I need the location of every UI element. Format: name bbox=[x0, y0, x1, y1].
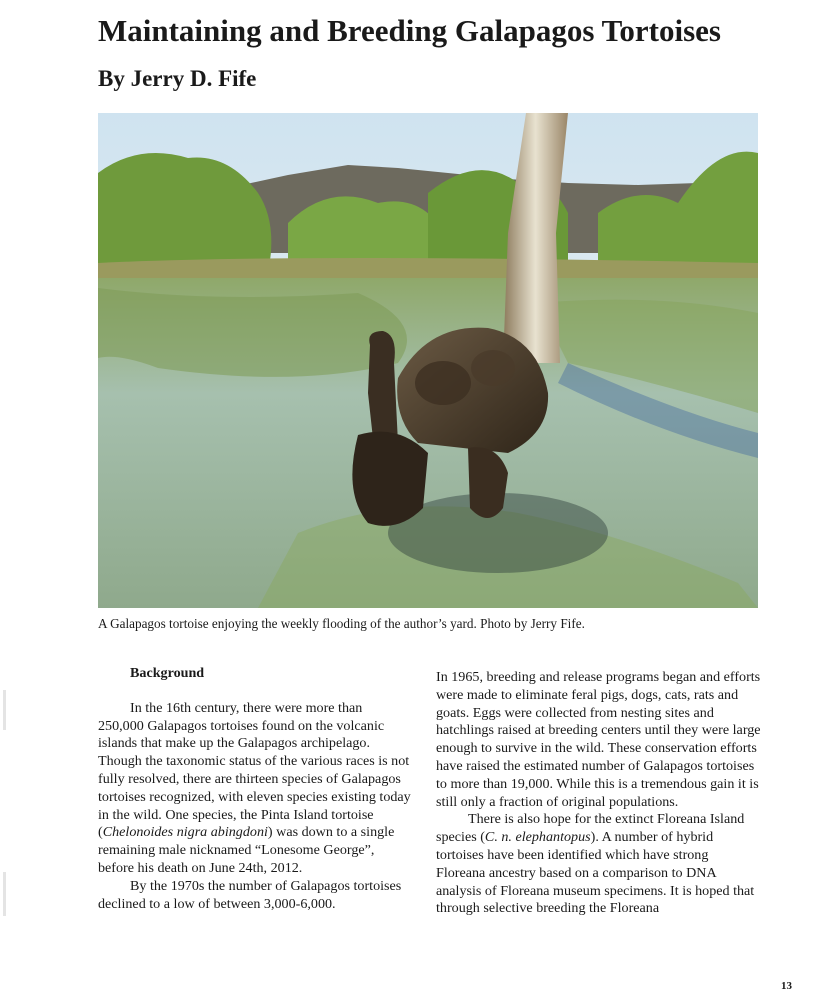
page-number: 13 bbox=[781, 980, 792, 992]
article-title: Maintaining and Breeding Galapagos Tortoises bbox=[98, 13, 721, 48]
paragraph: There is also hope for the extinct Floreana Island species (C. n. elephantopus). A number of hybrid tortoises have been identified which have strong Floreana ancestry based on a comparison to DNA analysis of Floreana museum specimens. It is hoped that through selective breeding the Floreana bbox=[436, 811, 755, 917]
right-column bbox=[436, 669, 761, 918]
paragraph: By the 1970s the number of Galapagos tortoises declined to a low of between 3,000-6,000. bbox=[98, 877, 402, 912]
article-byline: By Jerry D. Fife bbox=[98, 66, 257, 91]
paragraph: In the 16th century, there were more than 250,000 Galapagos tortoises found on the volcanic islands that make up the Galapagos archipelago. Though the taxonomic status of the various races is not fully resolved, there are thirteen species of Galapagos tortoises recognized, with eleven species existing today in the wild. One species, the Pinta Island tortoise (Chelonoides nigra abingdoni) was down to a single remaining male nicknamed “Lonesome George”, before his death on June 24th, 2012. bbox=[98, 699, 411, 876]
species-name: C. n. elephantopus bbox=[484, 829, 591, 846]
paragraph: In 1965, breeding and release programs began and efforts were made to eliminate feral pigs, dogs, cats, rats and goats. Eggs were collected from nesting sites and hatchlings raised at breeding centers until they were large enough to survive in the wild. These conservation efforts have raised the estimated number of Galapagos tortoises to more than 19,000. While this is a tremendous gain it is still only a fraction of original populations. bbox=[436, 669, 761, 810]
section-heading: Background bbox=[130, 665, 205, 681]
page-edge-mark bbox=[3, 690, 6, 730]
page-edge-mark bbox=[3, 872, 6, 916]
species-name: Chelonoides nigra abingdoni bbox=[102, 824, 268, 841]
left-column bbox=[98, 665, 411, 913]
figure-caption: A Galapagos tortoise enjoying the weekly flooding of the author’s yard. Photo by Jerry Fife. bbox=[98, 616, 585, 631]
tortoise-photo bbox=[98, 113, 758, 608]
